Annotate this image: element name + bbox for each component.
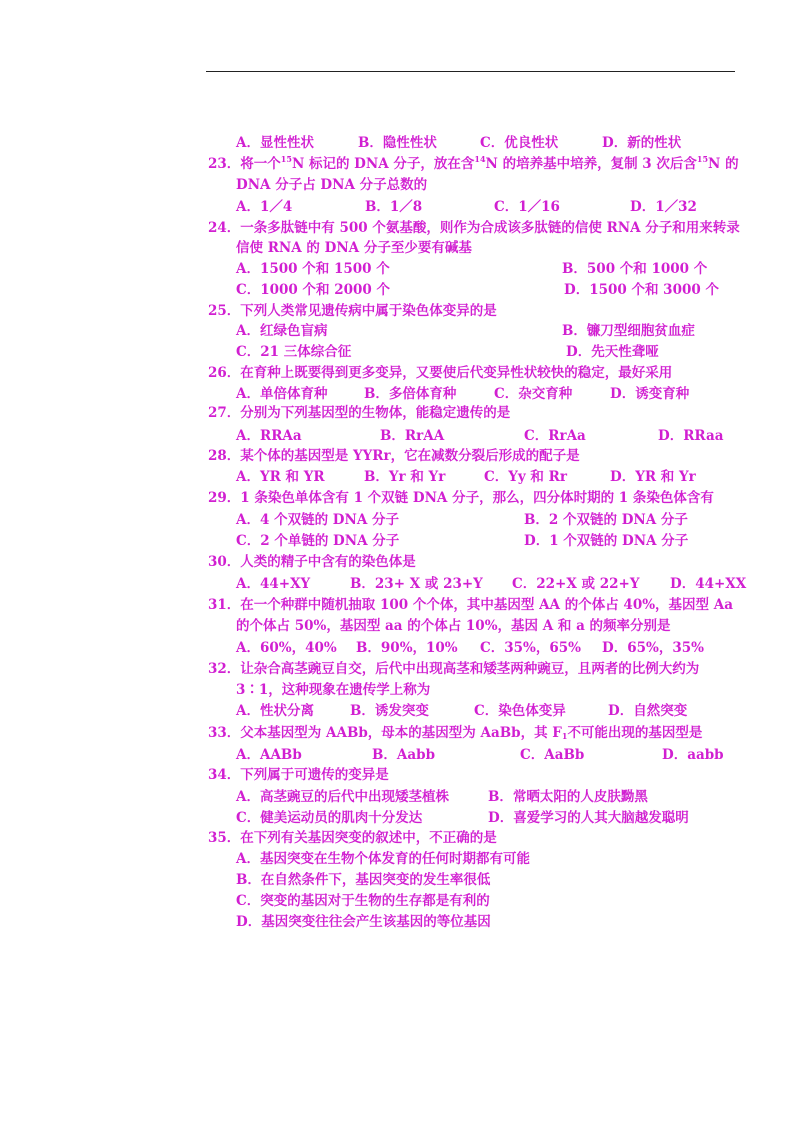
q31-option-d: D．65%，35% — [602, 640, 704, 656]
q30-option-b: B．23+ X 或 23+Y — [350, 576, 483, 592]
q35-option-a: A．基因突变在生物个体发育的任何时期都有可能 — [236, 851, 530, 867]
q31-option-b: B．90%，10% — [356, 640, 458, 656]
q33-option-a: A．AABb — [236, 747, 302, 763]
question-number: 24． — [208, 220, 241, 236]
q29-option-c: C．2 个单链的 DNA 分子 — [236, 533, 400, 549]
q24-option-b: B．500 个和 1000 个 — [562, 261, 708, 277]
q25-option-b: B．镰刀型细胞贫血症 — [562, 323, 695, 339]
q34-option-c: C．健美运动员的肌肉十分发达 — [236, 810, 423, 826]
q24-option-d: D．1500 个和 3000 个 — [564, 282, 719, 298]
question-number: 35． — [208, 830, 241, 846]
question-number: 29． — [208, 490, 241, 506]
q24-option-a: A．1500 个和 1500 个 — [236, 261, 390, 277]
q29-stem: 29．1 条染色单体含有 1 个双链 DNA 分子，那么，四分体时期的 1 条染色体含有 — [208, 490, 714, 506]
q30-stem: 30．人类的精子中含有的染色体是 — [208, 554, 416, 570]
q35-option-b: B．在自然条件下，基因突变的发生率很低 — [236, 872, 491, 888]
q33-stem: 33．父本基因型为 AABb，母本的基因型为 AaBb，其 $F_1$不可能出现的基因型是 — [208, 725, 703, 741]
q34-option-b: B．常晒太阳的人皮肤黝黑 — [488, 789, 648, 805]
q32-option-a: A．性状分离 — [236, 703, 314, 719]
q23-option-d: D．1／32 — [630, 199, 697, 215]
q25-option-a: A．红绿色盲病 — [236, 323, 328, 339]
q26-stem: 26．在育种上既要得到更多变异，又要使后代变异性状较快的稳定，最好采用 — [208, 365, 673, 381]
q23-option-a: A．1／4 — [236, 199, 293, 215]
question-number: 32． — [208, 661, 241, 677]
question-number: 31． — [208, 597, 241, 613]
q22-option-c: C．优良性状 — [480, 135, 559, 151]
q35-option-c: C．突变的基因对于生物的生存都是有利的 — [236, 893, 490, 909]
q28-stem: 28．某个体的基因型是 YYRr，它在减数分裂后形成的配子是 — [208, 448, 580, 464]
q23-option-b: B．1／8 — [365, 199, 423, 215]
question-number: 23． — [208, 156, 241, 172]
q24-stem-line2: 信使 RNA 的 DNA 分子至少要有碱基 — [236, 240, 472, 256]
question-number: 33． — [208, 725, 241, 741]
q23-option-c: C．1／16 — [494, 199, 560, 215]
q27-option-c: C．RrAa — [524, 428, 586, 444]
q33-option-d: D．aabb — [662, 747, 724, 763]
q26-option-c: C．杂交育种 — [494, 386, 573, 402]
q31-stem: 31．在一个种群中随机抽取 100 个个体，其中基因型 AA 的个体占 40%，基因型 Aa — [208, 597, 733, 613]
question-number: 34． — [208, 767, 241, 783]
question-number: 26． — [208, 365, 241, 381]
q27-option-d: D．RRaa — [658, 428, 724, 444]
q35-option-d: D．基因突变往往会产生该基因的等位基因 — [236, 914, 491, 930]
q32-option-c: C．染色体变异 — [474, 703, 566, 719]
q25-option-c: C．21 三体综合征 — [236, 344, 352, 360]
q33-option-c: C．AaBb — [520, 747, 585, 763]
q28-option-b: B．Yr 和 Yr — [364, 469, 446, 485]
q22-option-b: B．隐性性状 — [358, 135, 437, 151]
q25-option-d: D．先天性聋哑 — [566, 344, 659, 360]
header-rule — [206, 71, 735, 72]
q24-option-c: C．1000 个和 2000 个 — [236, 282, 390, 298]
q27-option-b: B．RrAA — [380, 428, 445, 444]
q32-option-d: D．自然突变 — [608, 703, 688, 719]
q34-stem: 34．下列属于可遗传的变异是 — [208, 767, 389, 783]
q31-option-c: C．35%，65% — [480, 640, 581, 656]
q29-option-d: D．1 个双链的 DNA 分子 — [524, 533, 689, 549]
q25-stem: 25．下列人类常见遗传病中属于染色体变异的是 — [208, 303, 497, 319]
question-number: 28． — [208, 448, 241, 464]
q28-option-a: A．YR 和 YR — [236, 469, 325, 485]
q30-option-a: A．44+XY — [236, 576, 311, 592]
q32-stem: 32．让杂合高茎豌豆自交，后代中出现高茎和矮茎两种豌豆，且两者的比例大约为 — [208, 661, 700, 677]
q27-option-a: A．RRAa — [236, 428, 302, 444]
q34-option-a: A．高茎豌豆的后代中出现矮茎植株 — [236, 789, 449, 805]
q24-stem: 24．一条多肽链中有 500 个氨基酸，则作为合成该多肽链的信使 RNA 分子和用来转录 — [208, 220, 740, 236]
q31-option-a: A．60%，40% — [236, 640, 337, 656]
q35-stem: 35．在下列有关基因突变的叙述中，不正确的是 — [208, 830, 497, 846]
q30-option-c: C．22+X 或 22+Y — [512, 576, 640, 592]
q26-option-b: B．多倍体育种 — [364, 386, 457, 402]
q34-option-d: D．喜爱学习的人其大脑越发聪明 — [488, 810, 689, 826]
q28-option-d: D．YR 和 Yr — [610, 469, 696, 485]
q28-option-c: C．Yy 和 Rr — [484, 469, 567, 485]
question-number: 27． — [208, 405, 241, 421]
question-number: 25． — [208, 303, 241, 319]
q29-option-b: B．2 个双链的 DNA 分子 — [524, 512, 688, 528]
q22-option-d: D．新的性状 — [602, 135, 682, 151]
q26-option-d: D．诱变育种 — [610, 386, 690, 402]
q23-stem: 23．将一个$^{15}$N 标记的 DNA 分子，放在含$^{14}$N 的培养基中培养，复制 3 次后含$^{15}$N 的 — [208, 154, 739, 172]
q33-option-b: B．Aabb — [372, 747, 436, 763]
q31-stem-line2: 的个体占 50%，基因型 aa 的个体占 10%，基因 A 和 a 的频率分别是 — [236, 618, 671, 634]
q22-option-a: A．显性性状 — [236, 135, 314, 151]
q27-stem: 27．分别为下列基因型的生物体，能稳定遗传的是 — [208, 405, 511, 421]
q23-stem-line2: DNA 分子占 DNA 分子总数的 — [236, 177, 428, 193]
question-number: 30． — [208, 554, 241, 570]
q30-option-d: D．44+XX — [670, 576, 747, 592]
q32-option-b: B．诱发突变 — [350, 703, 429, 719]
q26-option-a: A．单倍体育种 — [236, 386, 328, 402]
q29-option-a: A．4 个双链的 DNA 分子 — [236, 512, 399, 528]
q32-stem-line2: 3∶1，这种现象在遗传学上称为 — [236, 682, 431, 698]
